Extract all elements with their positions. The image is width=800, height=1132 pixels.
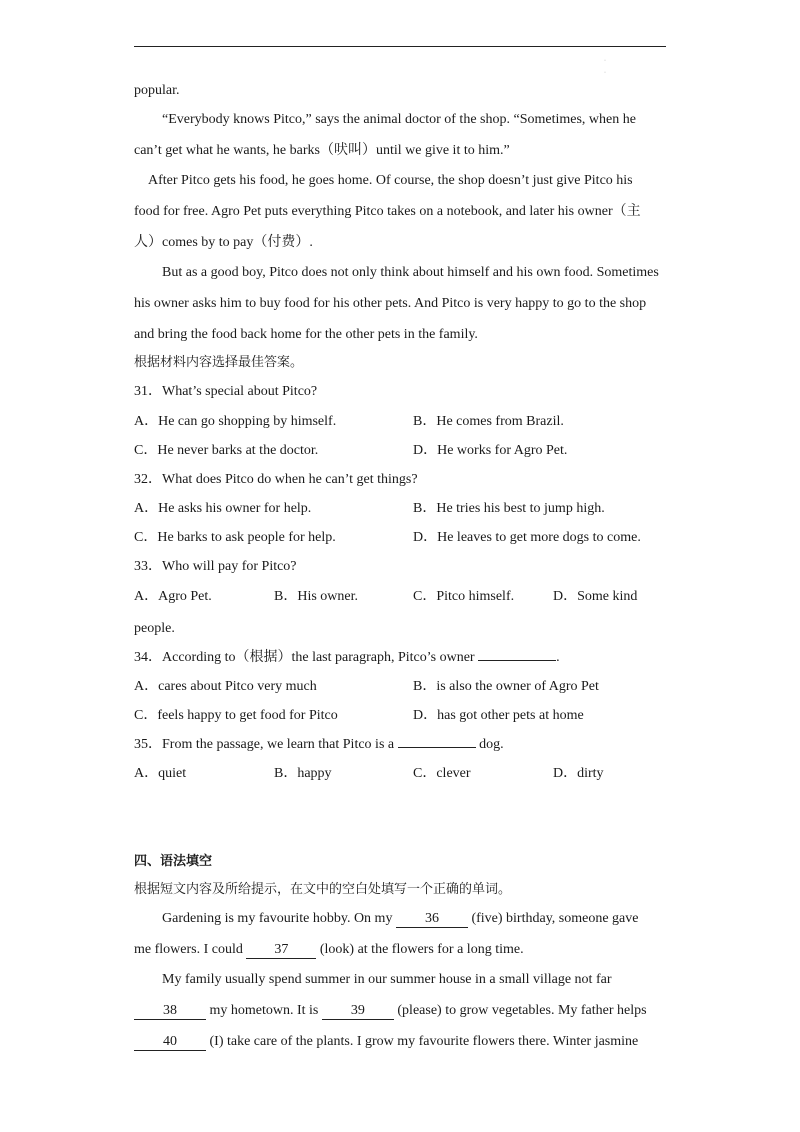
section-instruction: 根据材料内容选择最佳答案。 xyxy=(134,355,304,370)
option-b: B．happy xyxy=(274,766,332,781)
passage-line: But as a good boy, Pitco does not only think about himself and his own food. Sometimes xyxy=(162,265,659,280)
option-b: B．He tries his best to jump high. xyxy=(413,501,605,516)
passage-line: his owner asks him to buy food for his other pets. And Pitco is very happy to go to the shop xyxy=(134,296,647,311)
blank-36[interactable]: 36 xyxy=(396,911,468,928)
question-stem: 33．Who will pay for Pitco? xyxy=(134,559,297,574)
section-instruction: 根据短文内容及所给提示，在文中的空白处填写一个正确的单词。 xyxy=(134,882,512,897)
cloze-text: me flowers. I could xyxy=(134,942,247,957)
passage-line: popular. xyxy=(134,83,180,98)
cloze-line xyxy=(134,1033,638,1051)
option-b: B．His owner. xyxy=(274,589,358,604)
answer-blank[interactable] xyxy=(478,660,556,661)
passage-line: and bring the food back home for the other pets in the family. xyxy=(134,327,478,342)
blank-40[interactable]: 40 xyxy=(134,1034,206,1051)
passage-line: food for free. Agro Pet puts everything Pitco takes on a notebook, and later his owner（主 xyxy=(134,204,641,219)
stem-text: 35．From the passage, we learn that Pitco is a xyxy=(134,737,398,752)
cloze-text: my hometown. It is xyxy=(206,1003,322,1018)
cloze-line xyxy=(134,941,524,959)
cloze-line: My family usually spend summer in our summer house in a small village not far xyxy=(162,972,612,987)
option-a: A．He asks his owner for help. xyxy=(134,501,312,516)
question-stem xyxy=(134,649,560,667)
cloze-text: (I) take care of the plants. I grow my favourite flowers there. Winter jasmine xyxy=(206,1034,639,1049)
option-a: A．quiet xyxy=(134,766,187,781)
question-stem: 32．What does Pitco do when he can’t get things? xyxy=(134,472,418,487)
passage-line: After Pitco gets his food, he goes home. Of course, the shop doesn’t just give Pitco his xyxy=(148,173,633,188)
cloze-line xyxy=(162,910,638,928)
header-rule xyxy=(134,46,666,47)
blank-38[interactable]: 38 xyxy=(134,1003,206,1020)
question-stem xyxy=(134,736,504,754)
option-c: C．He barks to ask people for help. xyxy=(134,530,336,545)
answer-blank[interactable] xyxy=(398,747,476,748)
option-d-continued: people. xyxy=(134,621,175,636)
passage-line: can’t get what he wants, he barks（吠叫）until we give it to him.” xyxy=(134,143,510,158)
cloze-text: (please) to grow vegetables. My father helps xyxy=(393,1003,647,1018)
option-a: A．He can go shopping by himself. xyxy=(134,414,337,429)
stem-text: . xyxy=(556,650,560,665)
stem-text: 34．According to（根据）the last paragraph, Pitco’s owner xyxy=(134,650,479,665)
passage-line: “Everybody knows Pitco,” says the animal doctor of the shop. “Sometimes, when he xyxy=(162,112,636,127)
blank-37[interactable]: 37 xyxy=(246,942,316,959)
option-c: C．feels happy to get food for Pitco xyxy=(134,708,338,723)
section-title: 四、语法填空 xyxy=(134,854,213,869)
passage-line: 人）comes by to pay（付费）. xyxy=(134,235,313,250)
cloze-text: Gardening is my favourite hobby. On my xyxy=(162,911,396,926)
cloze-text: (look) at the flowers for a long time. xyxy=(316,942,524,957)
cloze-line xyxy=(134,1002,647,1020)
option-d: D．He leaves to get more dogs to come. xyxy=(413,530,641,545)
stem-text: dog. xyxy=(475,737,504,752)
question-stem: 31．What’s special about Pitco? xyxy=(134,384,318,399)
option-c: C．Pitco himself. xyxy=(413,589,515,604)
cloze-text: (five) birthday, someone gave xyxy=(467,911,639,926)
option-b: B．is also the owner of Agro Pet xyxy=(413,679,599,694)
option-b: B．He comes from Brazil. xyxy=(413,414,564,429)
option-d: D．He works for Agro Pet. xyxy=(413,443,568,458)
margin-mark: · xyxy=(604,70,606,76)
blank-39[interactable]: 39 xyxy=(322,1003,394,1020)
margin-mark: · xyxy=(604,58,606,64)
option-a: A．Agro Pet. xyxy=(134,589,212,604)
option-d: D．has got other pets at home xyxy=(413,708,584,723)
option-c: C．He never barks at the doctor. xyxy=(134,443,319,458)
option-a: A．cares about Pitco very much xyxy=(134,679,317,694)
option-d: D．dirty xyxy=(553,766,604,781)
option-c: C．clever xyxy=(413,766,471,781)
option-d: D．Some kind xyxy=(553,589,638,604)
